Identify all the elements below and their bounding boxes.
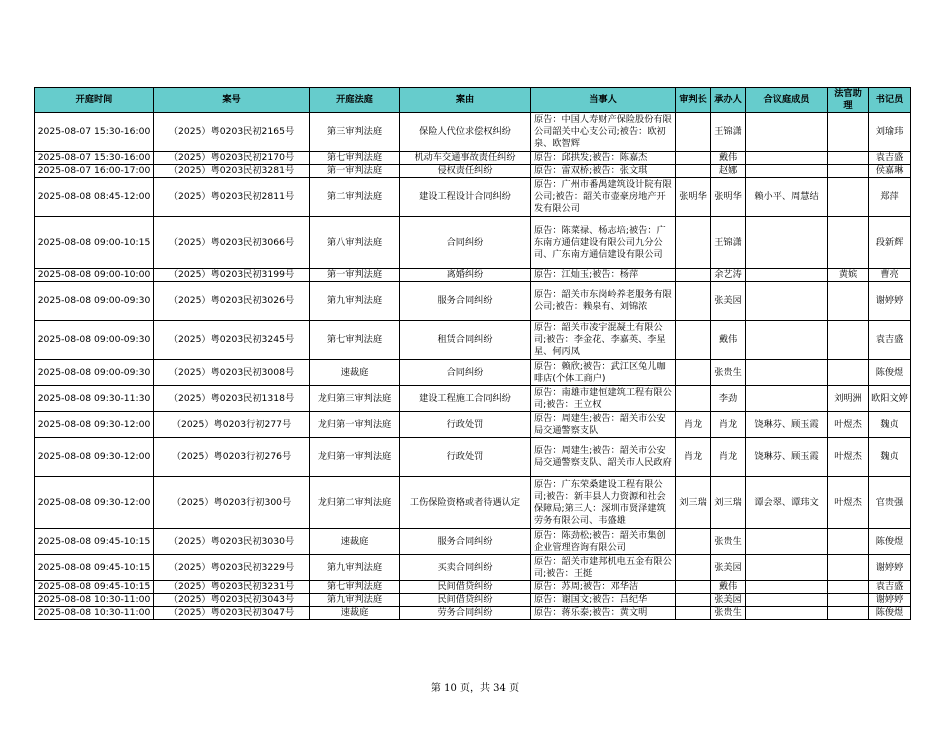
cell-courtroom: 第九审判法庭 xyxy=(310,282,400,321)
cell-cause: 离婚纠纷 xyxy=(400,269,531,282)
cell-clerk: 陈俊煜 xyxy=(869,529,911,555)
cell-hearing-time: 2025-08-08 09:30-12:00 xyxy=(35,477,154,529)
cell-panel-members xyxy=(746,607,828,620)
cell-clerk: 谢婷婷 xyxy=(869,594,911,607)
cell-panel-members: 饶琳芬、顾玉霞 xyxy=(746,412,828,438)
cell-handling-judge: 戴伟 xyxy=(711,152,746,165)
cell-hearing-time: 2025-08-08 10:30-11:00 xyxy=(35,607,154,620)
cell-case-number: （2025）粤0203行初277号 xyxy=(154,412,310,438)
cell-judge-assistant: 叶煜杰 xyxy=(828,438,869,477)
cell-hearing-time: 2025-08-08 09:00-09:30 xyxy=(35,321,154,360)
cell-clerk: 曹亮 xyxy=(869,269,911,282)
cell-courtroom: 第九审判法庭 xyxy=(310,555,400,581)
cell-panel-members: 谭会翠、谭玮文 xyxy=(746,477,828,529)
cell-case-number: （2025）粤0203民初3231号 xyxy=(154,581,310,594)
cell-hearing-time: 2025-08-08 09:45-10:15 xyxy=(35,529,154,555)
cell-case-number: （2025）粤0203民初2811号 xyxy=(154,178,310,217)
cell-presiding-judge xyxy=(676,529,711,555)
cell-hearing-time: 2025-08-08 09:00-10:00 xyxy=(35,269,154,282)
cell-presiding-judge xyxy=(676,386,711,412)
cell-handling-judge: 张明华 xyxy=(711,178,746,217)
cell-judge-assistant xyxy=(828,581,869,594)
cell-courtroom: 第七审判法庭 xyxy=(310,581,400,594)
header-cause: 案由 xyxy=(400,88,531,113)
cell-cause: 建设工程设计合同纠纷 xyxy=(400,178,531,217)
cell-cause: 行政处罚 xyxy=(400,412,531,438)
cell-panel-members xyxy=(746,152,828,165)
cell-handling-judge: 张贵生 xyxy=(711,360,746,386)
cell-panel-members xyxy=(746,165,828,178)
cell-parties: 原告：谢国文;被告：吕纪华 xyxy=(531,594,676,607)
cell-panel-members xyxy=(746,529,828,555)
cell-clerk: 袁吉盛 xyxy=(869,152,911,165)
court-schedule-table xyxy=(34,87,911,620)
cell-handling-judge: 张贵生 xyxy=(711,529,746,555)
cell-handling-judge: 肖龙 xyxy=(711,438,746,477)
table-row xyxy=(35,477,911,529)
cell-cause: 劳务合同纠纷 xyxy=(400,607,531,620)
cell-courtroom: 速裁庭 xyxy=(310,360,400,386)
table-row xyxy=(35,217,911,269)
cell-presiding-judge xyxy=(676,594,711,607)
header-judge-assistant: 法官助理 xyxy=(828,88,869,113)
cell-courtroom: 速裁庭 xyxy=(310,529,400,555)
cell-judge-assistant: 叶煜杰 xyxy=(828,412,869,438)
cell-panel-members: 赖小平、周慧结 xyxy=(746,178,828,217)
cell-clerk: 袁吉盛 xyxy=(869,581,911,594)
table-row xyxy=(35,360,911,386)
cell-presiding-judge xyxy=(676,165,711,178)
cell-handling-judge: 王锦潇 xyxy=(711,217,746,269)
cell-presiding-judge xyxy=(676,321,711,360)
cell-clerk: 侯嘉琳 xyxy=(869,165,911,178)
cell-judge-assistant: 黄嫔 xyxy=(828,269,869,282)
cell-judge-assistant xyxy=(828,594,869,607)
cell-parties: 原告：邱拱发;被告：陈嘉杰 xyxy=(531,152,676,165)
cell-hearing-time: 2025-08-08 10:30-11:00 xyxy=(35,594,154,607)
cell-clerk: 袁吉盛 xyxy=(869,321,911,360)
table-row xyxy=(35,594,911,607)
cell-presiding-judge xyxy=(676,581,711,594)
cell-judge-assistant xyxy=(828,529,869,555)
header-clerk: 书记员 xyxy=(869,88,911,113)
table-row xyxy=(35,178,911,217)
cell-hearing-time: 2025-08-08 09:00-09:30 xyxy=(35,282,154,321)
cell-courtroom: 第七审判法庭 xyxy=(310,321,400,360)
cell-parties: 原告：雷双桥;被告：张文琪 xyxy=(531,165,676,178)
cell-judge-assistant xyxy=(828,360,869,386)
table-header-row xyxy=(35,88,911,113)
cell-case-number: （2025）粤0203民初3229号 xyxy=(154,555,310,581)
cell-cause: 民间借贷纠纷 xyxy=(400,594,531,607)
cell-clerk: 段新辉 xyxy=(869,217,911,269)
cell-parties: 原告：中国人寿财产保险股份有限公司韶关中心支公司;被告：欧初泉、欧智辉 xyxy=(531,113,676,152)
table-row xyxy=(35,412,911,438)
cell-hearing-time: 2025-08-08 09:30-12:00 xyxy=(35,412,154,438)
cell-judge-assistant xyxy=(828,165,869,178)
cell-panel-members xyxy=(746,386,828,412)
cell-courtroom: 第八审判法庭 xyxy=(310,217,400,269)
table-row xyxy=(35,165,911,178)
cell-judge-assistant xyxy=(828,321,869,360)
cell-hearing-time: 2025-08-08 08:45-12:00 xyxy=(35,178,154,217)
cell-parties: 原告：韶关市凌宇混凝土有限公司;被告：李金花、李嘉英、李星星、何丙凤 xyxy=(531,321,676,360)
table-row xyxy=(35,581,911,594)
cell-hearing-time: 2025-08-08 09:45-10:15 xyxy=(35,581,154,594)
cell-clerk: 陈俊煜 xyxy=(869,607,911,620)
cell-parties: 原告：陈劲松;被告：韶关市集创企业管理咨询有限公司 xyxy=(531,529,676,555)
cell-parties: 原告：赖欣;被告：武江区兔儿咖啡店(个体工商户) xyxy=(531,360,676,386)
cell-presiding-judge: 肖龙 xyxy=(676,412,711,438)
header-parties: 当事人 xyxy=(531,88,676,113)
cell-cause: 买卖合同纠纷 xyxy=(400,555,531,581)
cell-presiding-judge: 肖龙 xyxy=(676,438,711,477)
cell-presiding-judge xyxy=(676,152,711,165)
header-hearing-time: 开庭时间 xyxy=(35,88,154,113)
table-row xyxy=(35,269,911,282)
cell-cause: 服务合同纠纷 xyxy=(400,529,531,555)
cell-parties: 原告：广东荣桑建设工程有限公司;被告：新丰县人力资源和社会保障局;第三人：深圳市贤泽建筑劳务有限公司、韦盛雄 xyxy=(531,477,676,529)
cell-case-number: （2025）粤0203民初2170号 xyxy=(154,152,310,165)
cell-handling-judge: 余艺涛 xyxy=(711,269,746,282)
cell-cause: 服务合同纠纷 xyxy=(400,282,531,321)
header-presiding-judge: 审判长 xyxy=(676,88,711,113)
cell-case-number: （2025）粤0203民初3030号 xyxy=(154,529,310,555)
cell-cause: 侵权责任纠纷 xyxy=(400,165,531,178)
cell-courtroom: 龙归第二审判法庭 xyxy=(310,477,400,529)
cell-case-number: （2025）粤0203民初3199号 xyxy=(154,269,310,282)
header-case-number: 案号 xyxy=(154,88,310,113)
table-row xyxy=(35,282,911,321)
cell-courtroom: 第三审判法庭 xyxy=(310,113,400,152)
cell-case-number: （2025）粤0203民初3066号 xyxy=(154,217,310,269)
cell-clerk: 谢婷婷 xyxy=(869,282,911,321)
cell-clerk: 谢婷婷 xyxy=(869,555,911,581)
cell-clerk: 魏贞 xyxy=(869,438,911,477)
cell-clerk: 刘瑜玮 xyxy=(869,113,911,152)
page-footer: 第 10 页，共 34 页 xyxy=(430,683,520,694)
cell-clerk: 陈俊煜 xyxy=(869,360,911,386)
cell-clerk: 欧阳文婷 xyxy=(869,386,911,412)
cell-case-number: （2025）粤0203民初2165号 xyxy=(154,113,310,152)
cell-handling-judge: 戴伟 xyxy=(711,581,746,594)
cell-parties: 原告：韶关市东岗岭养老服务有限公司;被告：赖泉有、刘锦浓 xyxy=(531,282,676,321)
cell-courtroom: 第一审判法庭 xyxy=(310,165,400,178)
cell-judge-assistant xyxy=(828,152,869,165)
cell-presiding-judge xyxy=(676,217,711,269)
table-row xyxy=(35,607,911,620)
cell-handling-judge: 王锦潇 xyxy=(711,113,746,152)
cell-case-number: （2025）粤0203民初3043号 xyxy=(154,594,310,607)
cell-courtroom: 龙归第三审判法庭 xyxy=(310,386,400,412)
cell-presiding-judge xyxy=(676,113,711,152)
cell-clerk: 官贵强 xyxy=(869,477,911,529)
table-row xyxy=(35,152,911,165)
cell-case-number: （2025）粤0203民初3008号 xyxy=(154,360,310,386)
cell-hearing-time: 2025-08-08 09:45-10:15 xyxy=(35,555,154,581)
table-row xyxy=(35,113,911,152)
cell-hearing-time: 2025-08-08 09:30-12:00 xyxy=(35,438,154,477)
cell-courtroom: 第七审判法庭 xyxy=(310,152,400,165)
cell-parties: 原告：南雄市建恒建筑工程有限公司;被告：王立权 xyxy=(531,386,676,412)
cell-courtroom: 龙归第一审判法庭 xyxy=(310,438,400,477)
cell-hearing-time: 2025-08-07 15:30-16:00 xyxy=(35,113,154,152)
cell-judge-assistant xyxy=(828,178,869,217)
cell-parties: 原告：江灿玉;被告：杨萍 xyxy=(531,269,676,282)
cell-cause: 建设工程施工合同纠纷 xyxy=(400,386,531,412)
cell-cause: 保险人代位求偿权纠纷 xyxy=(400,113,531,152)
cell-handling-judge: 刘三瑞 xyxy=(711,477,746,529)
cell-parties: 原告：苏周;被告：邓华洁 xyxy=(531,581,676,594)
cell-courtroom: 第九审判法庭 xyxy=(310,594,400,607)
cell-judge-assistant xyxy=(828,282,869,321)
cell-handling-judge: 赵娜 xyxy=(711,165,746,178)
cell-courtroom: 第一审判法庭 xyxy=(310,269,400,282)
cell-case-number: （2025）粤0203民初3047号 xyxy=(154,607,310,620)
cell-cause: 合同纠纷 xyxy=(400,217,531,269)
cell-presiding-judge xyxy=(676,360,711,386)
cell-hearing-time: 2025-08-07 16:00-17:00 xyxy=(35,165,154,178)
cell-cause: 合同纠纷 xyxy=(400,360,531,386)
cell-parties: 原告：周建生;被告：韶关市公安局交通警察支队 xyxy=(531,412,676,438)
table-row xyxy=(35,321,911,360)
cell-courtroom: 速裁庭 xyxy=(310,607,400,620)
table-row xyxy=(35,529,911,555)
cell-cause: 租赁合同纠纷 xyxy=(400,321,531,360)
table-row xyxy=(35,438,911,477)
cell-hearing-time: 2025-08-07 15:30-16:00 xyxy=(35,152,154,165)
table-row xyxy=(35,386,911,412)
header-handling-judge: 承办人 xyxy=(711,88,746,113)
cell-cause: 民间借贷纠纷 xyxy=(400,581,531,594)
header-panel-members: 合议庭成员 xyxy=(746,88,828,113)
cell-judge-assistant xyxy=(828,607,869,620)
cell-courtroom: 第二审判法庭 xyxy=(310,178,400,217)
cell-hearing-time: 2025-08-08 09:00-10:15 xyxy=(35,217,154,269)
cell-courtroom: 龙归第一审判法庭 xyxy=(310,412,400,438)
cell-panel-members xyxy=(746,282,828,321)
cell-presiding-judge xyxy=(676,607,711,620)
cell-cause: 行政处罚 xyxy=(400,438,531,477)
cell-handling-judge: 张美园 xyxy=(711,555,746,581)
cell-presiding-judge xyxy=(676,555,711,581)
cell-handling-judge: 肖龙 xyxy=(711,412,746,438)
cell-parties: 原告：韶关市建邦机电五金有限公司;被告：王挺 xyxy=(531,555,676,581)
cell-panel-members xyxy=(746,581,828,594)
cell-clerk: 魏贞 xyxy=(869,412,911,438)
cell-presiding-judge: 刘三瑞 xyxy=(676,477,711,529)
cell-case-number: （2025）粤0203民初3281号 xyxy=(154,165,310,178)
cell-panel-members xyxy=(746,269,828,282)
cell-panel-members xyxy=(746,555,828,581)
cell-case-number: （2025）粤0203行初300号 xyxy=(154,477,310,529)
cell-judge-assistant xyxy=(828,113,869,152)
cell-panel-members xyxy=(746,217,828,269)
cell-handling-judge: 张美园 xyxy=(711,282,746,321)
cell-presiding-judge xyxy=(676,282,711,321)
cell-panel-members xyxy=(746,594,828,607)
cell-hearing-time: 2025-08-08 09:30-11:30 xyxy=(35,386,154,412)
cell-handling-judge: 戴伟 xyxy=(711,321,746,360)
cell-case-number: （2025）粤0203民初3026号 xyxy=(154,282,310,321)
cell-parties: 原告：蒋乐泰;被告：黄文明 xyxy=(531,607,676,620)
cell-case-number: （2025）粤0203行初276号 xyxy=(154,438,310,477)
cell-handling-judge: 张美园 xyxy=(711,594,746,607)
cell-panel-members xyxy=(746,321,828,360)
cell-parties: 原告：周建生;被告：韶关市公安局交通警察支队、韶关市人民政府 xyxy=(531,438,676,477)
cell-handling-judge: 张贵生 xyxy=(711,607,746,620)
cell-clerk: 郑萍 xyxy=(869,178,911,217)
header-courtroom: 开庭法庭 xyxy=(310,88,400,113)
cell-parties: 原告：广州市番禺建筑设计院有限公司;被告：韶关市壶豪房地产开发有限公司 xyxy=(531,178,676,217)
cell-parties: 原告：陈菜禄、杨志培;被告：广东南方通信建设有限公司九分公司、广东南方通信建设有限公司 xyxy=(531,217,676,269)
cell-handling-judge: 李劲 xyxy=(711,386,746,412)
cell-panel-members xyxy=(746,113,828,152)
cell-case-number: （2025）粤0203民初1318号 xyxy=(154,386,310,412)
cell-case-number: （2025）粤0203民初3245号 xyxy=(154,321,310,360)
cell-judge-assistant xyxy=(828,217,869,269)
cell-panel-members xyxy=(746,360,828,386)
cell-presiding-judge: 张明华 xyxy=(676,178,711,217)
cell-judge-assistant: 叶煜杰 xyxy=(828,477,869,529)
cell-cause: 机动车交通事故责任纠纷 xyxy=(400,152,531,165)
cell-judge-assistant: 刘明洲 xyxy=(828,386,869,412)
cell-cause: 工伤保险资格或者待遇认定 xyxy=(400,477,531,529)
cell-hearing-time: 2025-08-08 09:00-09:30 xyxy=(35,360,154,386)
cell-panel-members: 饶琳芬、顾玉霞 xyxy=(746,438,828,477)
cell-presiding-judge xyxy=(676,269,711,282)
cell-judge-assistant xyxy=(828,555,869,581)
table-row xyxy=(35,555,911,581)
